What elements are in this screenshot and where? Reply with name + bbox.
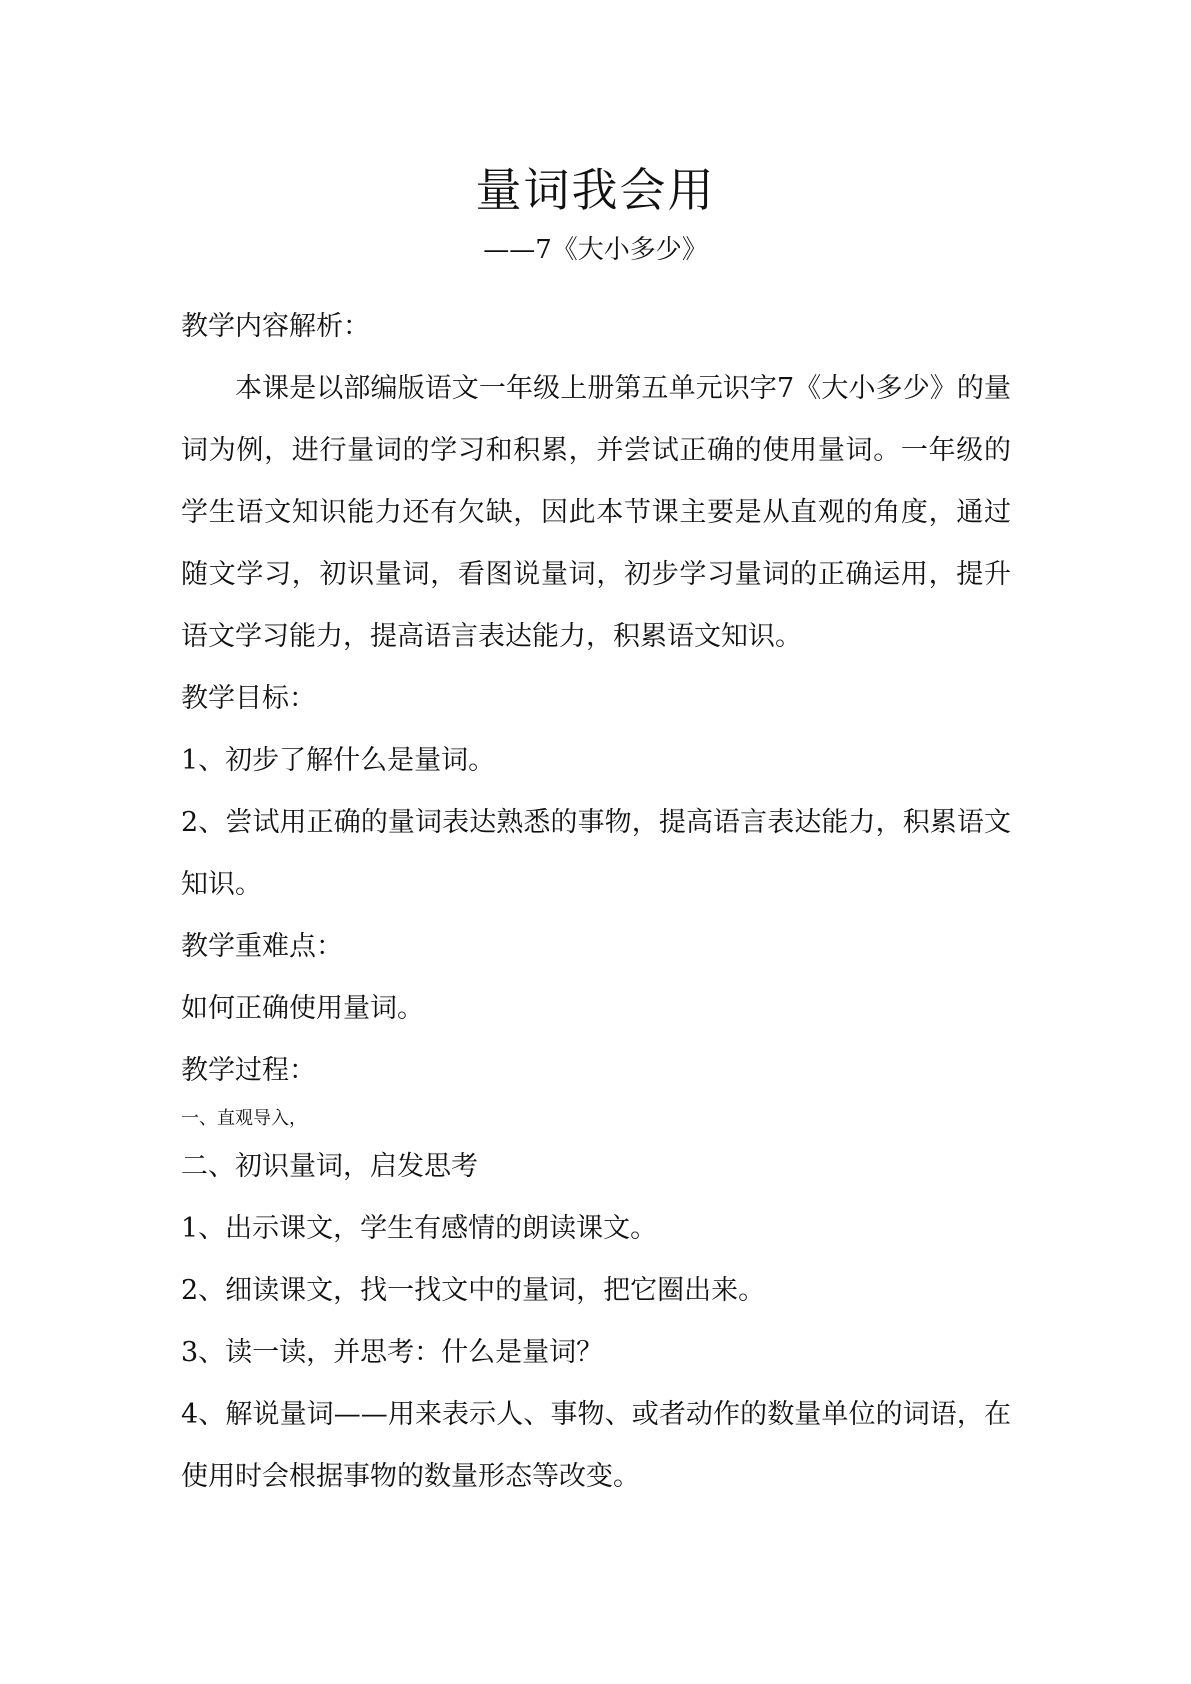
analysis-paragraph: 本课是以部编版语文一年级上册第五单元识字7《大小多少》的量词为例，进行量词的学习和积累，并尝试正确的使用量词。一年级的学生语文知识能力还有欠缺，因此本节课主要是从直观的角度，通过随文学习，初识量词，看图说量词，初步学习量词的正确运用，提升语文学习能力，提高语言表达能力，积累语文知识。 bbox=[181, 373, 1011, 652]
document-body bbox=[181, 296, 1011, 1508]
process-heading: 教学过程： bbox=[181, 1055, 316, 1086]
key-points-text: 如何正确使用量词。 bbox=[181, 993, 424, 1024]
goal-item: 1、初步了解什么是量词。 bbox=[181, 745, 496, 776]
process-item: 2、细读课文，找一找文中的量词，把它圈出来。 bbox=[181, 1275, 766, 1306]
process-item: 3、读一读，并思考：什么是量词？ bbox=[181, 1337, 604, 1368]
process-step-1: 一、直观导入， bbox=[181, 1108, 307, 1129]
goals-heading: 教学目标： bbox=[181, 683, 316, 714]
process-item: 4、解说量词——用来表示人、事物、或者动作的数量单位的词语，在使用时会根据事物的数量形态等改变。 bbox=[181, 1399, 1011, 1492]
document-subtitle: ——7《大小多少》 bbox=[483, 235, 708, 265]
document-title: 量词我会用 bbox=[475, 163, 716, 217]
process-item: 1、出示课文，学生有感情的朗读课文。 bbox=[181, 1213, 658, 1244]
analysis-heading: 教学内容解析： bbox=[181, 311, 370, 342]
process-step-2: 二、初识量词，启发思考 bbox=[181, 1151, 478, 1182]
key-points-heading: 教学重难点： bbox=[181, 931, 343, 962]
goal-item: 2、尝试用正确的量词表达熟悉的事物，提高语言表达能力，积累语文知识。 bbox=[181, 807, 1011, 900]
